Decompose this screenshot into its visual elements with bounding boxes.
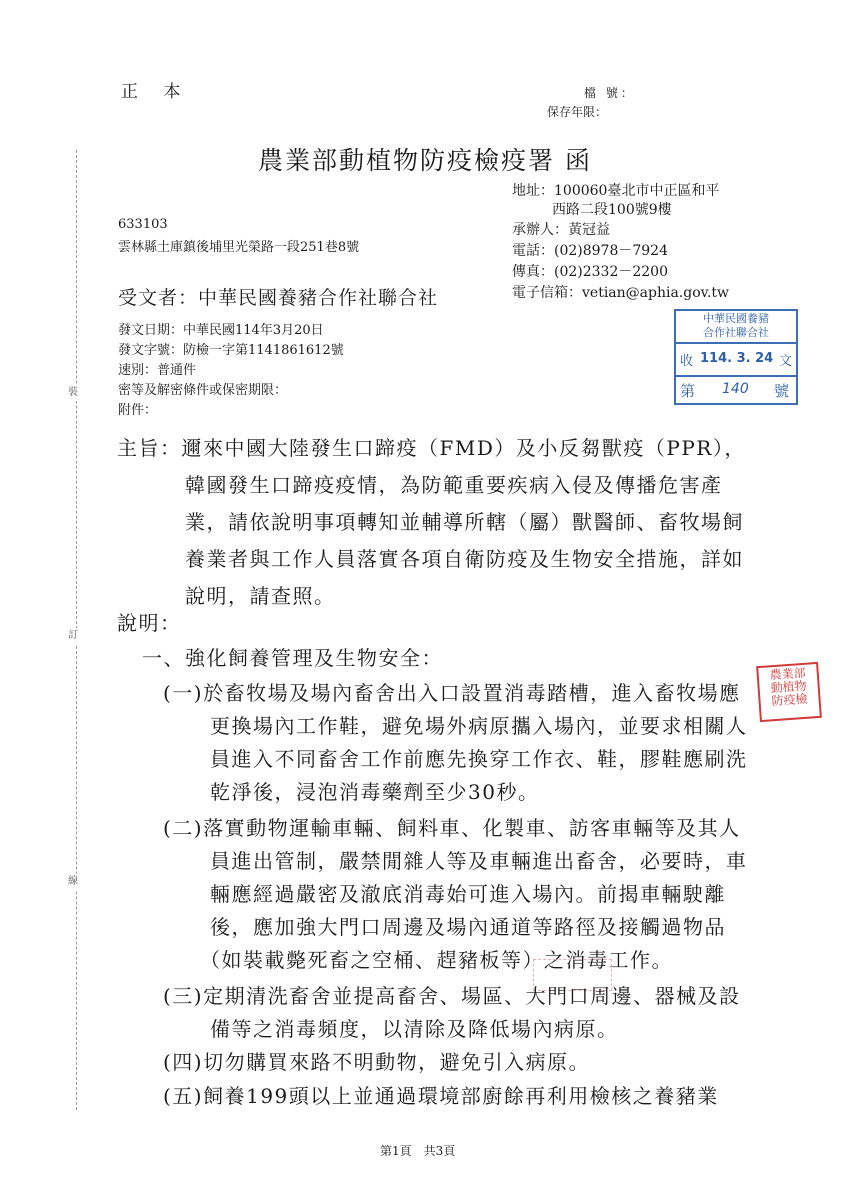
sender-fax: 傳真：(02)2332－2200 xyxy=(512,264,668,280)
seal-text-line: 動植物 xyxy=(770,678,808,696)
receipt-stamp-org xyxy=(676,311,796,344)
recipient-postal-code: 633103 xyxy=(118,217,168,232)
section-heading: 一、強化飼養管理及生物安全： xyxy=(142,646,443,670)
sender-contact: 承辦人：黃冠益 xyxy=(512,222,610,238)
item-line: (二)落實動物運輸車輛、飼料車、化製車、訪客車輛等及其人 xyxy=(163,816,741,840)
copy-label: 正 本 xyxy=(121,82,191,102)
item-line: 乾淨後，浸泡消毒藥劑至少30秒。 xyxy=(210,780,540,804)
sender-address-line2: 西路二段100號9樓 xyxy=(552,202,672,218)
receipt-stamp-number: 140 xyxy=(722,381,749,397)
receipt-stamp-date: 114. 3. 24 xyxy=(700,351,774,366)
subject-line: 說明，請查照。 xyxy=(185,584,336,608)
receipt-stamp-receive-char: 收 xyxy=(680,354,694,369)
subject-line: 業，請依說明事項轉知並輔導所轄（屬）獸醫師、畜牧場飼 xyxy=(185,510,744,534)
item-line: (一)於畜牧場及場內畜舍出入口設置消毒踏槽，進入畜牧場應 xyxy=(163,681,741,705)
recipient-address: 雲林縣土庫鎮後埔里光榮路一段251巷8號 xyxy=(118,240,360,255)
receipt-stamp xyxy=(674,309,798,405)
retention-period-label: 保存年限： xyxy=(547,105,608,119)
binding-mark-ding: 訂 xyxy=(68,628,78,644)
receipt-stamp-doc-char: 文 xyxy=(779,354,793,369)
item-line: 更換場內工作鞋，避免場外病原攜入場內，並要求相關人 xyxy=(210,714,748,738)
subject-line: 主旨：邇來中國大陸發生口蹄疫（FMD）及小反芻獸疫（PPR）， xyxy=(117,436,746,460)
explanation-label: 說明： xyxy=(117,611,182,635)
issue-date: 發文日期：中華民國114年3月20日 xyxy=(118,323,324,338)
attachments: 附件： xyxy=(118,403,158,418)
receipt-stamp-number-prefix: 第 xyxy=(680,382,696,400)
sender-email: 電子信箱：vetian@aphia.gov.tw xyxy=(512,285,729,301)
agency-seal xyxy=(756,662,822,722)
item-line: (四)切勿購買來路不明動物，避免引入病原。 xyxy=(163,1050,591,1074)
document-number: 發文字號：防檢一字第1141861612號 xyxy=(118,343,344,358)
binding-mark-xian: 線 xyxy=(68,874,78,890)
file-number-label: 檔 號： xyxy=(584,86,636,100)
subject-line: 養業者與工作人員落實各項自衛防疫及生物安全措施，詳如 xyxy=(185,547,744,571)
binding-mark-zhuang: 裝 xyxy=(68,385,78,401)
receipt-stamp-org-line2: 合作社聯合社 xyxy=(703,326,769,339)
item-line: 員進出管制，嚴禁閒雜人等及車輛進出畜舍，必要時，車 xyxy=(210,849,748,873)
receipt-stamp-number-suffix: 號 xyxy=(774,382,790,400)
sender-phone: 電話：(02)8978－7924 xyxy=(512,243,668,259)
item-line: 員進入不同畜舍工作前應先換穿工作衣、鞋，膠鞋應刷洗 xyxy=(210,747,748,771)
recipient: 受文者：中華民國養豬合作社聯合社 xyxy=(118,287,439,309)
item-line: 後，應加強大門口周邊及場內通道等路徑及接觸過物品 xyxy=(210,915,726,939)
item-line: (五)飼養199頭以上並通過環境部廚餘再利用檢核之養豬業 xyxy=(163,1084,719,1108)
item-line: （如裝載斃死畜之空桶、趕豬板等）之消毒工作。 xyxy=(200,948,673,972)
item-line: 備等之消毒頻度，以清除及降低場內病原。 xyxy=(210,1017,619,1041)
seal-text-line: 農業部 xyxy=(769,665,807,683)
item-line: (三)定期清洗畜舍並提高畜舍、場區、大門口周邊、器械及設 xyxy=(163,984,741,1008)
seal-text-line: 防疫檢 xyxy=(771,691,809,709)
delivery-speed: 速別：普通件 xyxy=(118,363,197,378)
subject-line: 韓國發生口蹄疫疫情，為防範重要疾病入侵及傳播危害產 xyxy=(185,473,723,497)
classification: 密等及解密條件或保密期限： xyxy=(118,383,288,398)
page-footer: 第1頁 共3頁 xyxy=(380,1144,456,1158)
receipt-stamp-date-row xyxy=(676,341,796,377)
sender-address-line1: 地址：100060臺北市中正區和平 xyxy=(512,183,720,199)
item-line: 輛應經過嚴密及澈底消毒始可進入場內。前揭車輛駛離 xyxy=(210,882,726,906)
agency-title: 農業部動植物防疫檢疫署 函 xyxy=(258,146,592,175)
receipt-stamp-number-row xyxy=(676,375,796,403)
receipt-stamp-org-line1: 中華民國養豬 xyxy=(703,312,769,325)
